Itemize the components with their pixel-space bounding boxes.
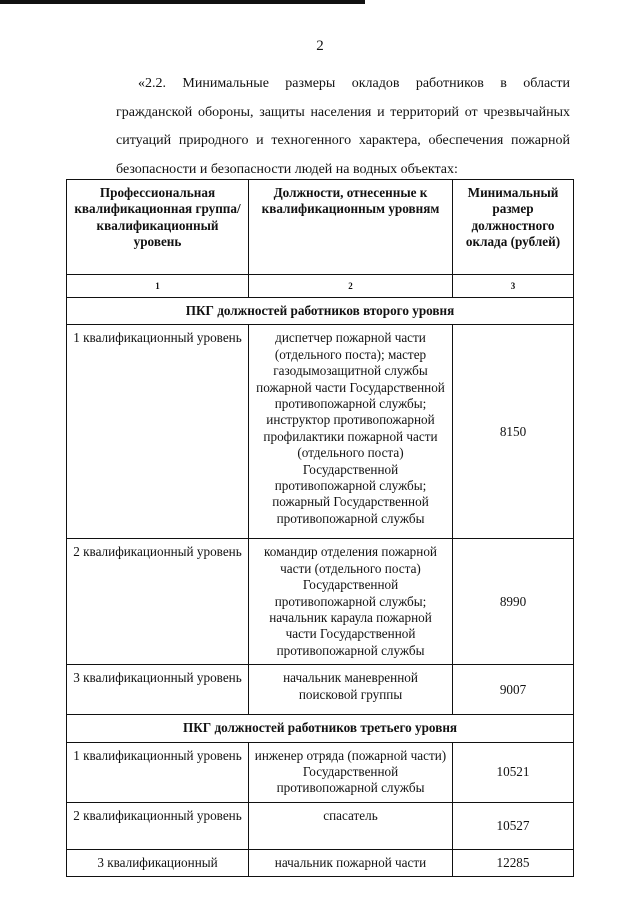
section-title: ПКГ должностей работников третьего уровня (67, 715, 574, 742)
salary: 9007 (453, 665, 574, 715)
section-row-third-level (67, 715, 574, 742)
scan-top-edge (0, 0, 365, 4)
table-row (67, 325, 574, 539)
qualification-level: 1 квалификационный уровень (67, 325, 249, 539)
column-number: 3 (453, 275, 574, 298)
table-row (67, 802, 574, 849)
qualification-level: 2 квалификационный уровень (67, 802, 249, 849)
page-number: 2 (316, 38, 324, 54)
header-row (67, 180, 574, 275)
salary: 10527 (453, 802, 574, 849)
salary-table (66, 179, 574, 877)
salary: 10521 (453, 742, 574, 802)
column-number: 2 (249, 275, 453, 298)
column-number: 1 (67, 275, 249, 298)
intro-text: «2.2. Минимальные размеры окладов работников в области гражданской обороны, защиты населения и территорий от чрезвычайных ситуаций природного и техногенного характера, обеспечения пожарной безопасности и безопасности людей на водных объектах: (116, 76, 570, 177)
positions: диспетчер пожарной части (отдельного поста); мастер газодымозащитной службы пожарной части Государственной противопожарной службы; инструктор противопожарной профилактики пожарной части (отдельного поста) Государственной противопожарной службы; пожарный Государственной противопожарной службы (249, 325, 453, 539)
table-row (67, 665, 574, 715)
positions: инженер отряда (пожарной части) Государственной противопожарной службы (249, 742, 453, 802)
header-qualification-group: Профессиональная квалификационная группа/ квалификационный уровень (67, 180, 249, 275)
table-row (67, 539, 574, 665)
salary: 12285 (453, 849, 574, 876)
section-row-second-level (67, 298, 574, 325)
qualification-level: 2 квалификационный уровень (67, 539, 249, 665)
column-number-row (67, 275, 574, 298)
header-min-salary: Минимальный размер должностного оклада (рублей) (453, 180, 574, 275)
positions: командир отделения пожарной части (отдельного поста) Государственной противопожарной службы; начальник караула пожарной части Государственной противопожарной службы (249, 539, 453, 665)
qualification-level: 3 квалификационный уровень (67, 665, 249, 715)
table-row (67, 742, 574, 802)
salary: 8150 (453, 325, 574, 539)
header-positions: Должности, отнесенные к квалификационным уровням (249, 180, 453, 275)
table-row (67, 849, 574, 876)
intro-paragraph (116, 70, 570, 184)
section-title: ПКГ должностей работников второго уровня (67, 298, 574, 325)
qualification-level: 3 квалификационный (67, 849, 249, 876)
positions: начальник маневренной поисковой группы (249, 665, 453, 715)
positions: спасатель (249, 802, 453, 849)
positions: начальник пожарной части (249, 849, 453, 876)
salary: 8990 (453, 539, 574, 665)
qualification-level: 1 квалификационный уровень (67, 742, 249, 802)
